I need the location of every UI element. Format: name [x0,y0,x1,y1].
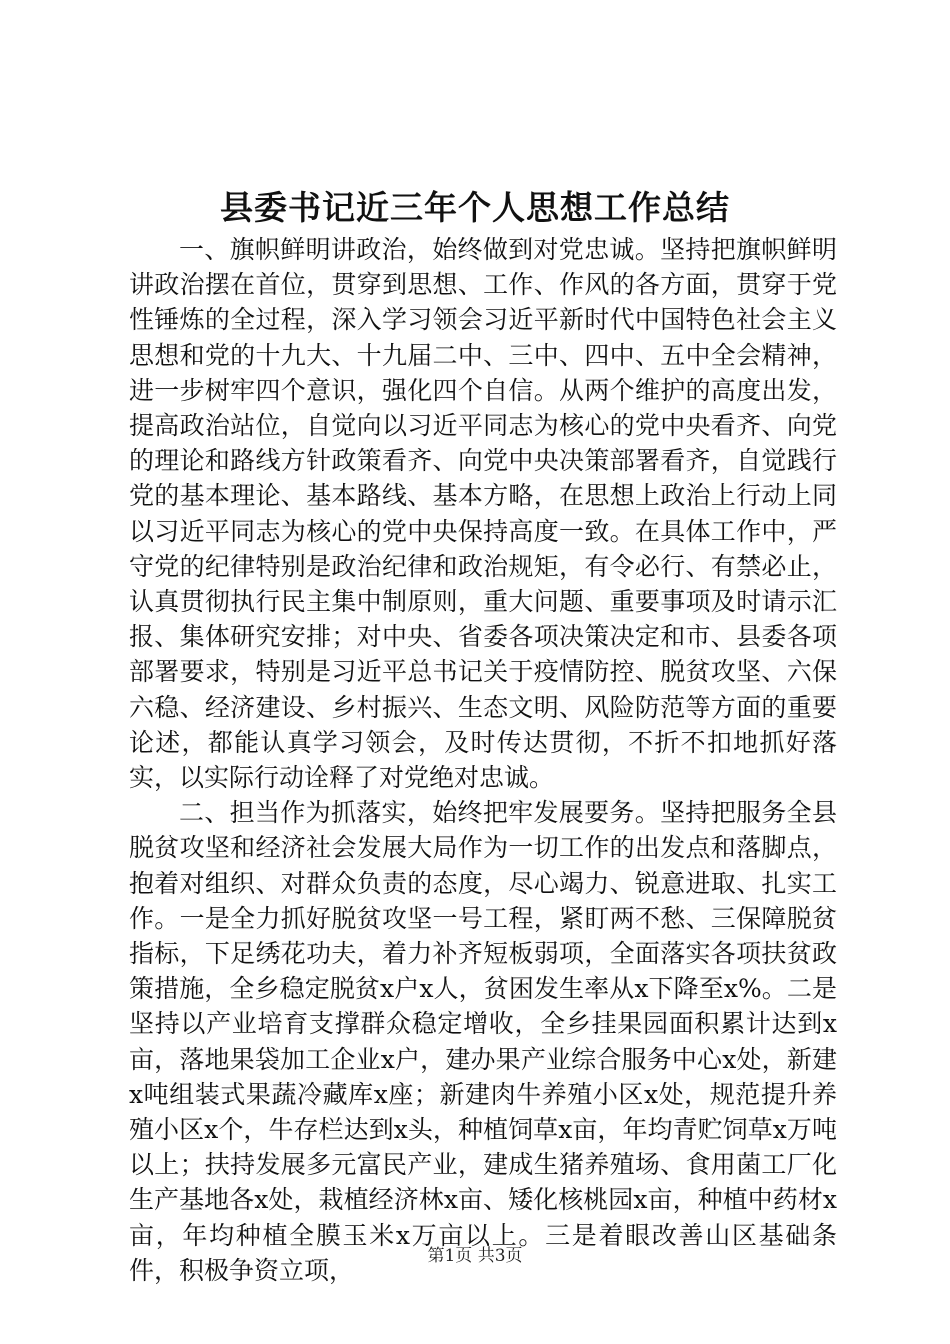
document-title: 县委书记近三年个人思想工作总结 [220,188,730,227]
paragraph-1: 一、旗帜鲜明讲政治，始终做到对党忠诚。坚持把旗帜鲜明讲政治摆在首位，贯穿到思想、工作、作风的各方面，贯穿于党性锤炼的全过程，深入学习领会习近平新时代中国特色社会主义思想和党的十九大、十九届二中、三中、四中、五中全会精神，进一步树牢四个意识，强化四个自信。从两个维护的高度出发，提高政治站位，自觉向以习近平同志为核心的党中央看齐、向党的理论和路线方针政策看齐、向党中央决策部署看齐，自觉践行党的基本理论、基本路线、基本方略，在思想上政治上行动上同以习近平同志为核心的党中央保持高度一致。在具体工作中，严守党的纪律特别是政治纪律和政治规矩，有令必行、有禁必止，认真贯彻执行民主集中制原则，重大问题、重要事项及时请示汇报、集体研究安排；对中央、省委各项决策决定和市、县委各项部署要求，特别是习近平总书记关于疫情防控、脱贫攻坚、六保六稳、经济建设、乡村振兴、生态文明、风险防范等方面的重要论述，都能认真学习领会，及时传达贯彻，不折不扣地抓好落实，以实际行动诠释了对党绝对忠诚。 [129,235,837,793]
page-footer: 第1页 共3页 [427,1246,523,1266]
paragraph-2: 二、担当作为抓落实，始终把牢发展要务。坚持把服务全县脱贫攻坚和经济社会发展大局作为一切工作的出发点和落脚点，抱着对组织、对群众负责的态度，尽心竭力、锐意进取、扎实工作。一是全力抓好脱贫攻坚一号工程，紧盯两不愁、三保障脱贫指标，下足绣花功夫，着力补齐短板弱项，全面落实各项扶贫政策措施，全乡稳定脱贫x户x人，贫困发生率从x下降至x%。二是坚持以产业培育支撑群众稳定增收，全乡挂果园面积累计达到x亩，落地果袋加工企业x户，建办果产业综合服务中心x处，新建x吨组装式果蔬冷藏库x座；新建肉牛养殖小区x处，规范提升养殖小区x个，牛存栏达到x头，种植饲草x亩，年均青贮饲草x万吨以上；扶持发展多元富民产业，建成生猪养殖场、食用菌工厂化生产基地各x处，栽植经济林x亩、矮化核桃园x亩，种植中药材x亩，年均种植全膜玉米x万亩以上。三是着眼改善山区基础条件，积极争资立项， [129,798,837,1285]
document-body [129,232,837,1288]
